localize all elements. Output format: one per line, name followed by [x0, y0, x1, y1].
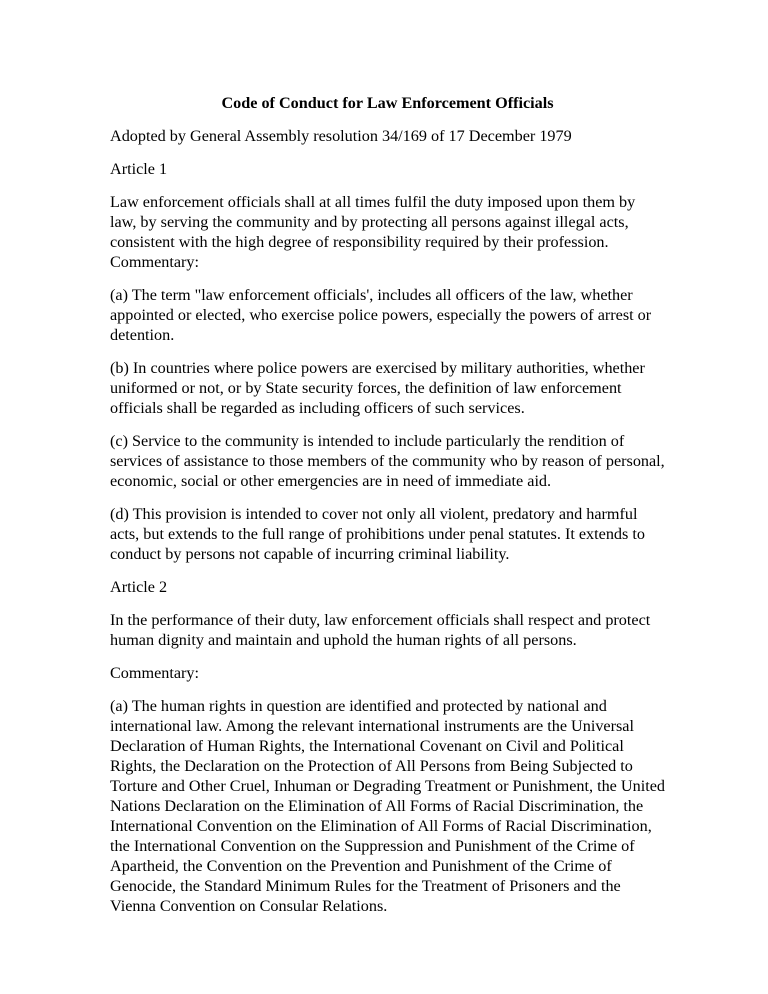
article-1-commentary-d: (d) This provision is intended to cover not only all violent, predatory and harmful acts, but extends to the full range of prohibitions under penal statutes. It extends to conduct by persons not capable of incurring criminal liability. [110, 505, 645, 563]
article-1-commentary-b: (b) In countries where police powers are exercised by military authorities, whether uniformed or not, or by State security forces, the definition of law enforcement officials shall be regarded as including officers of such services. [110, 359, 645, 417]
document-title: Code of Conduct for Law Enforcement Officials [221, 94, 554, 112]
article-1-heading: Article 1 [110, 160, 168, 178]
article-1-text: Law enforcement officials shall at all times fulfil the duty imposed upon them by law, by serving the community and by protecting all persons against illegal acts, consistent with the high degree of responsibility required by their profession. Commentary: [110, 193, 636, 271]
article-2-text: In the performance of their duty, law enforcement officials shall respect and protect human dignity and maintain and uphold the human rights of all persons. [110, 611, 651, 649]
document-body [110, 93, 665, 929]
article-2-commentary-a: (a) The human rights in question are identified and protected by national and international law. Among the relevant international instruments are the Universal Declaration of Human Rights, the International Covenant on Civil and Political Rights, the Declaration on the Protection of All Persons from Being Subjected to Torture and Other Cruel, Inhuman or Degrading Treatment or Punishment, the United Nations Declaration on the Elimination of All Forms of Racial Discrimination, the International Convention on the Elimination of All Forms of Racial Discrimination, the International Convention on the Suppression and Punishment of the Crime of Apartheid, the Convention on the Prevention and Punishment of the Crime of Genocide, the Standard Minimum Rules for the Treatment of Prisoners and the Vienna Convention on Consular Relations. [110, 697, 665, 915]
adoption-note: Adopted by General Assembly resolution 34/169 of 17 December 1979 [110, 127, 572, 145]
article-1-commentary-a: (a) The term "law enforcement officials', includes all officers of the law, whether appointed or elected, who exercise police powers, especially the powers of arrest or detention. [110, 286, 652, 344]
article-1-commentary-c: (c) Service to the community is intended to include particularly the rendition of services of assistance to those members of the community who by reason of personal, economic, social or other emergencies are in need of immediate aid. [110, 432, 665, 490]
article-2-commentary-label: Commentary: [110, 664, 200, 682]
article-2-heading: Article 2 [110, 578, 168, 596]
